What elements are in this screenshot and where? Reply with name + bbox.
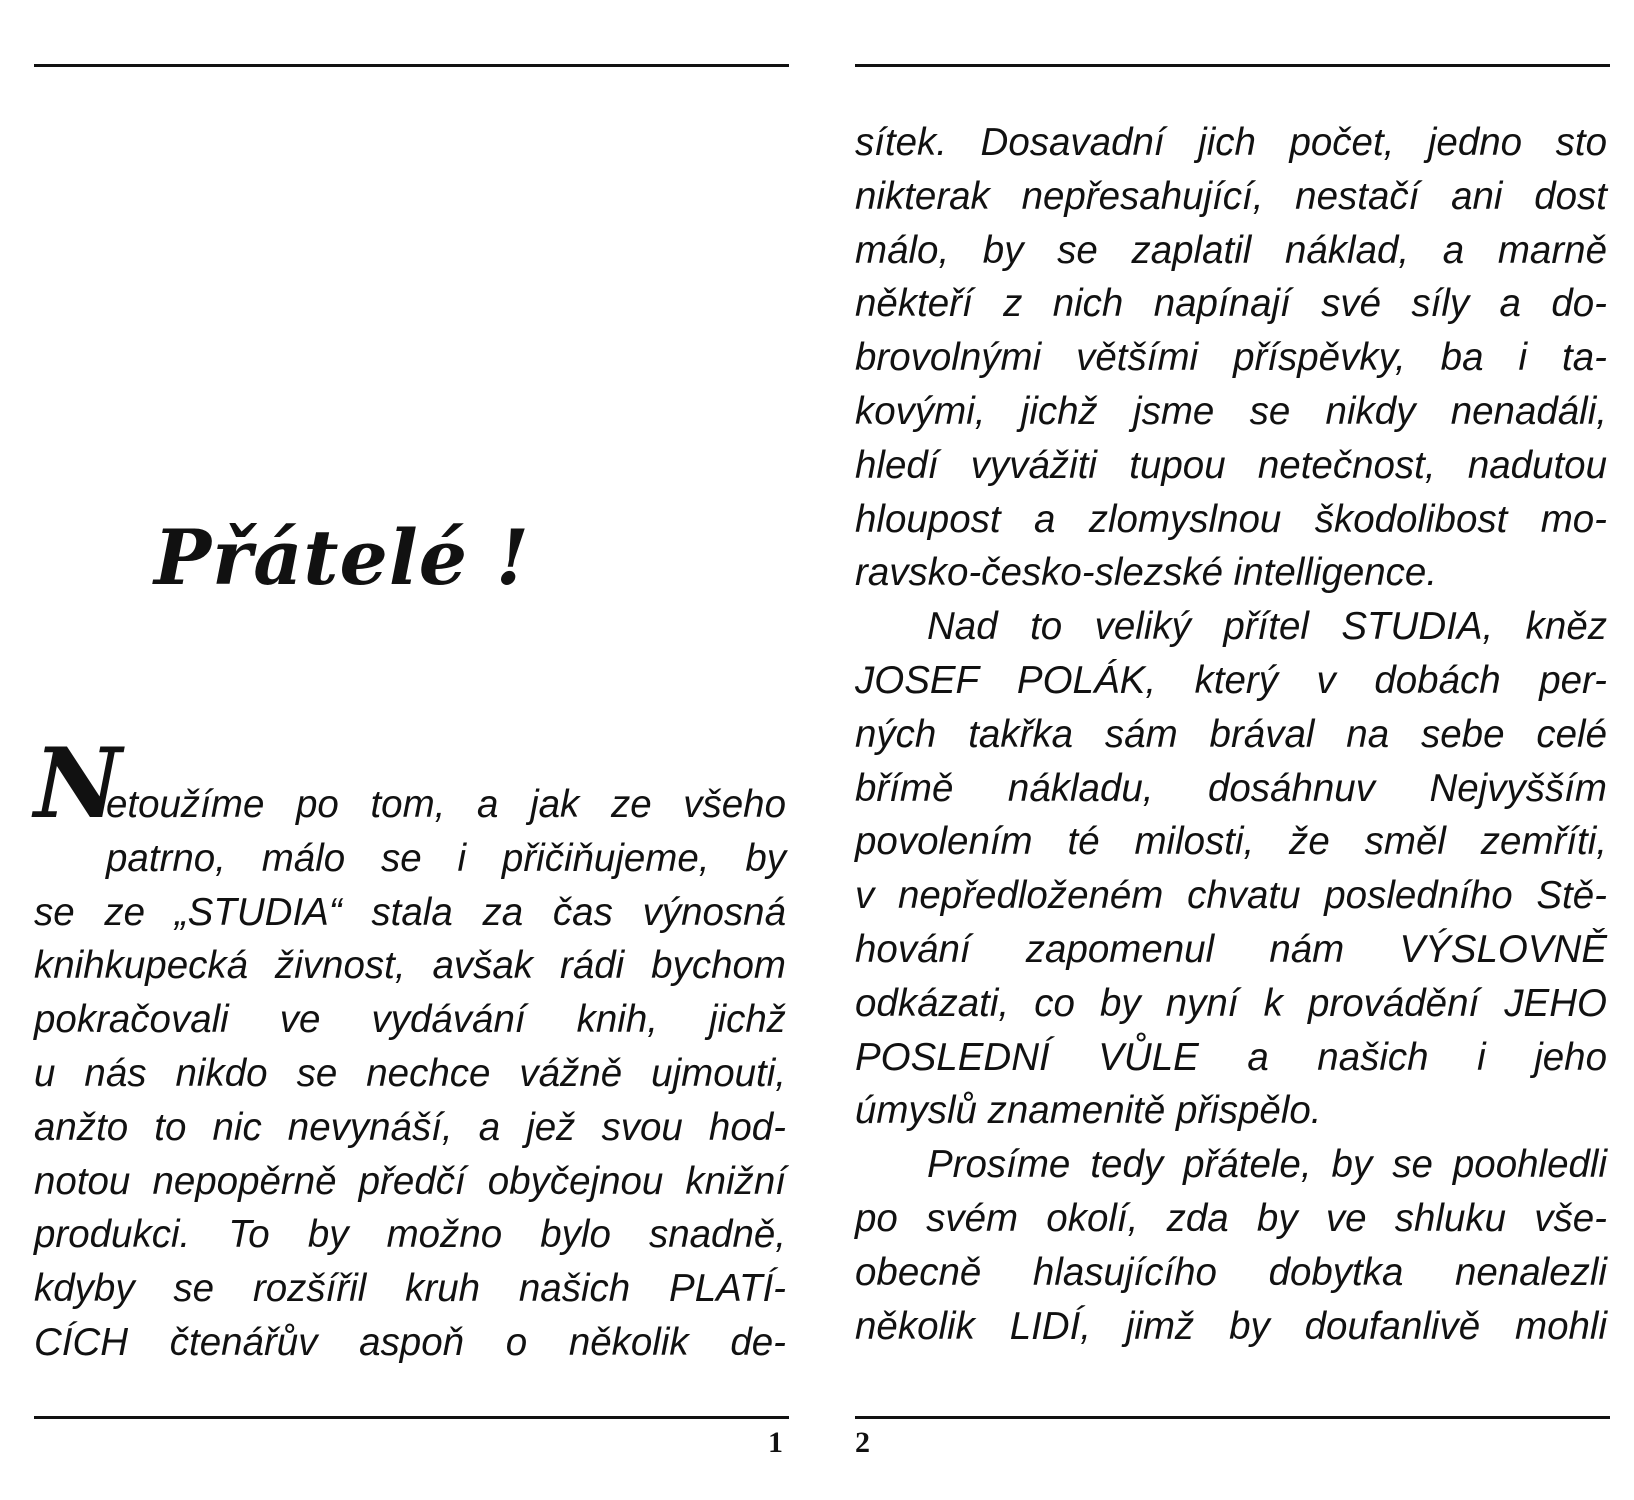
- text-line: kovými, jichž jsme se nikdy nenadáli,: [855, 389, 1607, 433]
- text-line: odkázati, co by nyní k provádění JEHO: [855, 981, 1607, 1025]
- text-line: kdyby se rozšířil kruh našich PLATÍ-: [34, 1267, 786, 1311]
- text-line: několik LIDÍ, jimž by doufanlivě mohli: [855, 1304, 1607, 1348]
- text-line: Prosíme tedy přátele, by se poohledli: [927, 1143, 1607, 1187]
- text-line: sítek. Dosavadní jich počet, jedno sto: [855, 121, 1607, 164]
- top-rule: [855, 64, 1610, 67]
- drop-cap: N: [34, 727, 122, 840]
- left-page: [34, 0, 794, 1500]
- text-line: JOSEF POLÁK, který v dobách per-: [855, 658, 1607, 702]
- text-line: u nás nikdo se nechce vážně ujmouti,: [34, 1051, 786, 1095]
- text-line: CÍCH čtenářův aspoň o několik de-: [34, 1320, 786, 1364]
- text-line: obecně hlasujícího dobytka nenalezli: [855, 1250, 1607, 1294]
- right-page: [855, 0, 1615, 1500]
- text-line: břímě nákladu, dosáhnuv Nejvyšším: [855, 766, 1607, 810]
- page-number: 1: [768, 1426, 783, 1459]
- text-line: nikterak nepřesahující, nestačí ani dost: [855, 174, 1607, 218]
- text-line: někteří z nich napínají své síly a do-: [855, 282, 1607, 326]
- text-line: brovolnými většími příspěvky, ba i ta-: [855, 336, 1607, 380]
- text-line: notou nepopěrně předčí obyčejnou knižní: [34, 1159, 786, 1203]
- text-line: v nepředloženém chvatu posledního Stě-: [855, 874, 1607, 918]
- left-body-text: [34, 778, 786, 1370]
- text-line: Nad to veliký přítel STUDIA, kněz: [927, 605, 1607, 649]
- text-line: ravsko-česko-slezské intelligence.: [855, 551, 1438, 595]
- text-line: povolením té milosti, že směl zemříti,: [855, 820, 1607, 864]
- bottom-rule: [855, 1416, 1610, 1419]
- text-line: hledí vyvážiti tupou netečnost, nadutou: [855, 443, 1607, 487]
- text-line: málo, by se zaplatil náklad, a marně: [855, 228, 1607, 272]
- text-line: se ze „STUDIA“ stala za čas výnosná: [34, 890, 786, 934]
- top-rule: [34, 64, 789, 67]
- text-line: produkci. To by možno bylo snadně,: [34, 1213, 786, 1257]
- text-line: hování zapomenul nám VÝSLOVNĚ: [855, 927, 1607, 971]
- text-line: etoužíme po tom, a jak ze všeho: [106, 783, 786, 826]
- text-line: POSLEDNÍ VŮLE a našich i jeho: [855, 1035, 1607, 1079]
- text-line: hloupost a zlomyslnou škodolibost mo-: [855, 497, 1607, 541]
- page-number: 2: [855, 1426, 870, 1459]
- bottom-rule: [34, 1416, 789, 1419]
- text-line: knihkupecká živnost, avšak rádi bychom: [34, 944, 786, 988]
- text-line: pokračovali ve vydávání knih, jichž: [34, 998, 786, 1042]
- text-line: ných takřka sám brával na sebe celé: [855, 712, 1607, 756]
- text-line: po svém okolí, zda by ve shluku vše-: [855, 1196, 1607, 1240]
- text-line: anžto to nic nevynáší, a jež svou hod-: [34, 1105, 786, 1149]
- right-body-text: [855, 116, 1607, 1353]
- text-line: úmyslů znamenitě přispělo.: [855, 1089, 1322, 1133]
- page-heading: Přátelé !: [154, 513, 530, 602]
- text-line: patrno, málo se i přičiňujeme, by: [106, 836, 786, 880]
